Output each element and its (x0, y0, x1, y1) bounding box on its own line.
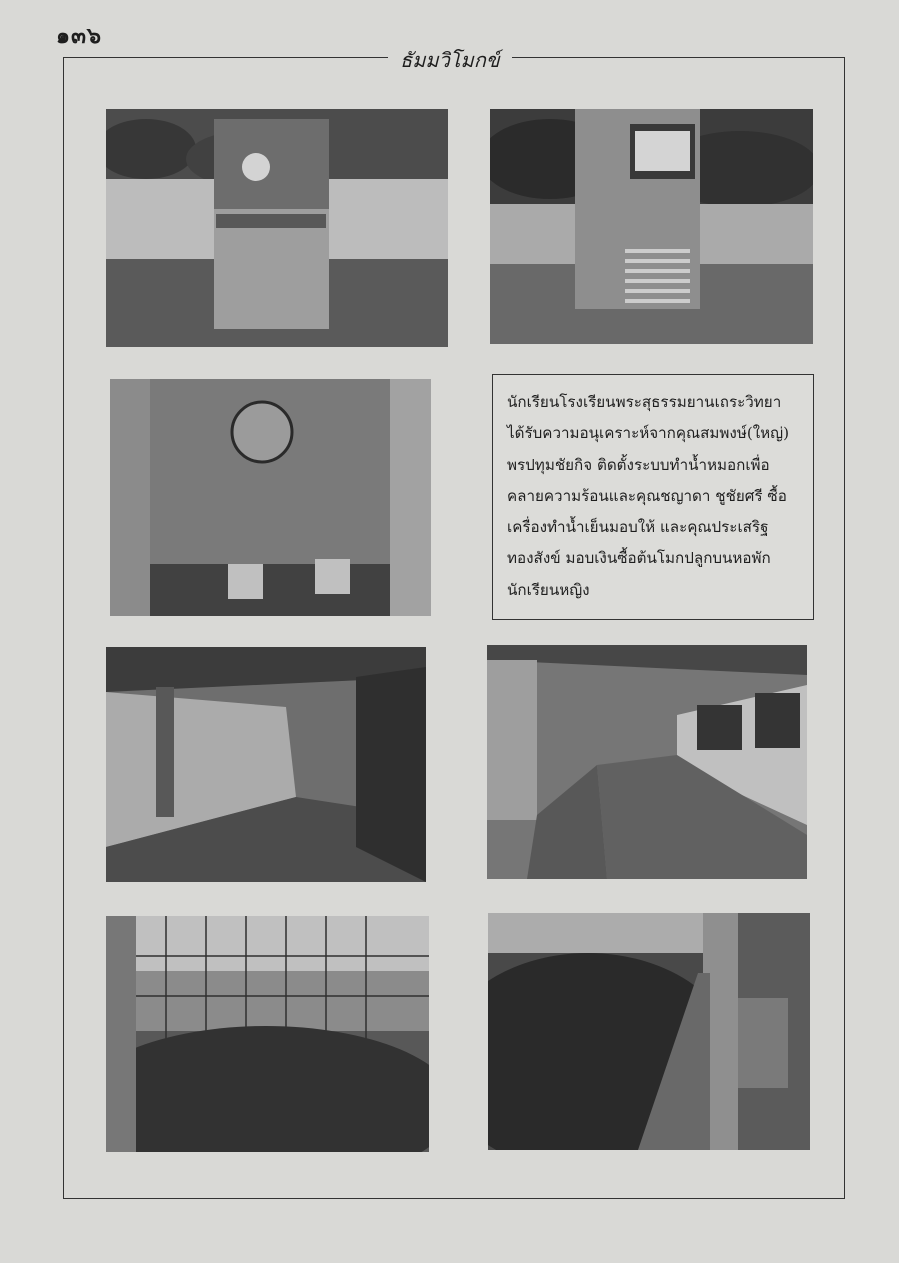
photo-water-cooler-grill (490, 109, 813, 344)
caption-line: นักเรียนโรงเรียนพระสุธรรมยานเถระวิทยา (507, 393, 782, 411)
caption-line: คลายความร้อนและคุณชญาดา ชูชัยศรี ซื้อ (507, 486, 787, 505)
caption-line: เครื่องทำน้ำเย็นมอบให้ และคุณประเสริฐ (507, 518, 769, 537)
photo-plants-netting-left (106, 916, 429, 1152)
photo-plants-cooler-right (488, 913, 810, 1150)
caption-line: พรปทุมชัยกิจ ติดตั้งระบบทำน้ำหมอกเพื่อ (507, 455, 770, 474)
photo-water-cooler-balcony (106, 109, 448, 347)
page-number: ๑๓๖ (56, 23, 102, 49)
caption-line: ทองสังข์ มอบเงินซื้อต้นโมกปลูกบนหอพัก (507, 549, 771, 568)
header-title: ธัมมวิโมกข์ (388, 44, 512, 76)
photo-mist-corridor-left (106, 647, 426, 882)
photo-cooler-closeup (110, 379, 431, 616)
caption-line: นักเรียนหญิง (507, 580, 590, 599)
photo-corridor-planter (487, 645, 807, 879)
caption-box (492, 374, 814, 620)
caption-line: ได้รับความอนุเคราะห์จากคุณสมพงษ์(ใหญ่) (507, 424, 790, 443)
